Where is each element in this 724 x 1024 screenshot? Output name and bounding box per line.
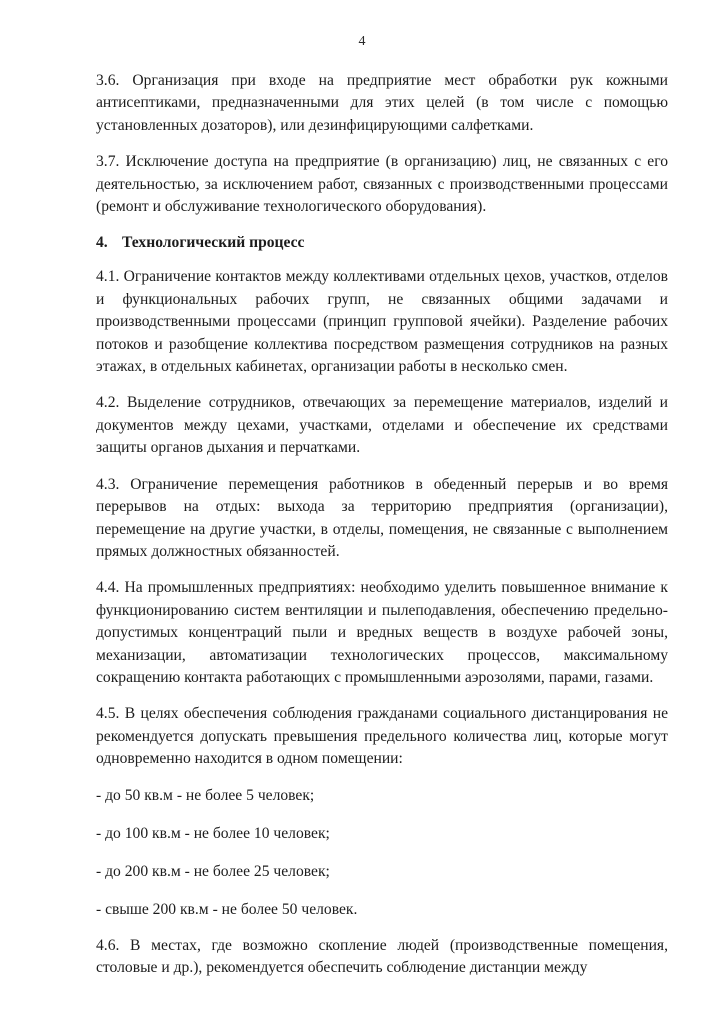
paragraph-4-1: 4.1. Ограничение контактов между коллективами отдельных цехов, участков, отделов и функциональных рабочих групп, не связанных общими задачами и производственными процессами (принцип групповой ячейки). Разделение рабочих потоков и разобщение коллектива посредством размещения сотрудников на разных этажах, в отдельных кабинетах, организации работы в несколько смен. [96,268,668,376]
section-heading-4 [96,232,668,254]
paragraph-4-6: 4.6. В местах, где возможно скопление людей (производственные помещения, столовые и др.), рекомендуется обеспечить соблюдение дистанции между [96,936,668,976]
paragraph-3-6: 3.6. Организация при входе на предприятие мест обработки рук кожными антисептиками, предназначенными для этих целей (в том числе с помощью установленных дозаторов), или дезинфицирующими салфетками. [96,72,668,134]
paragraph-4-2: 4.2. Выделение сотрудников, отвечающих за перемещение материалов, изделий и документов между цехами, участками, отделами и обеспечение их средствами защиты органов дыхания и перчатками. [96,394,668,457]
paragraph-4-5: 4.5. В целях обеспечения соблюдения гражданами социального дистанцирования не рекомендуется допускать превышения предельного количества лиц, которые могут одновременно находится в одном помещении: [96,705,668,768]
paragraph-4-3: 4.3. Ограничение перемещения работников в обеденный перерыв и во время перерывов на отдых: выхода за территорию предприятия (организации), перемещение на другие участки, в отделы, помещения, не связанные с выполнением прямых должностных обязанностей. [96,475,668,560]
limit-item-50: - до 50 кв.м - не более 5 человек; [96,786,315,804]
section-title: Технологический процесс [122,234,305,252]
limit-item-100: - до 100 кв.м - не более 10 человек; [96,824,330,842]
page-content [96,70,668,979]
paragraph-3-7: 3.7. Исключение доступа на предприятие (в организацию) лиц, не связанных с его деятельностью, за исключением работ, связанных с производственными процессами (ремонт и обслуживание технологического оборудования). [96,153,668,216]
paragraph-4-4: 4.4. На промышленных предприятиях: необходимо уделить повышенное внимание к функционированию систем вентиляции и пылеподавления, обеспечению предельно-допустимых концентраций пыли и вредных веществ в воздухе рабочей зоны, механизации, автоматизации технологических процессов, максимальному сокращению контакта работающих с промышленными аэрозолями, парами, газами. [96,579,668,686]
limit-item-200: - до 200 кв.м - не более 25 человек; [96,862,330,880]
limit-item-over-200: - свыше 200 кв.м - не более 50 человек. [96,900,358,918]
section-number: 4. [96,234,108,252]
page-number: 4 [358,34,366,49]
